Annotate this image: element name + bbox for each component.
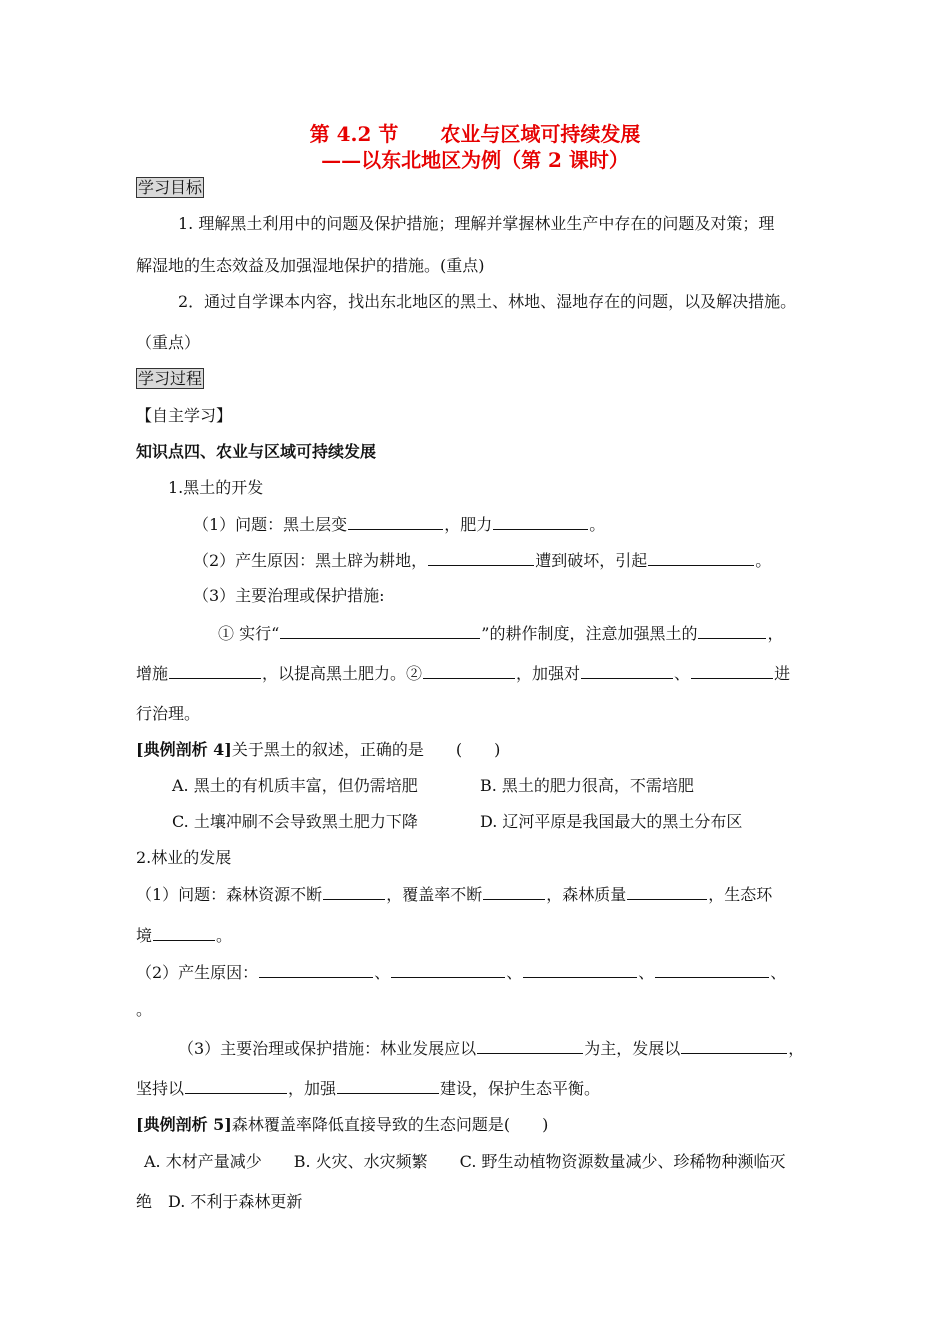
self-study-label: 【自主学习】 xyxy=(136,406,233,425)
answer-blank[interactable] xyxy=(153,925,215,941)
answer-blank[interactable] xyxy=(423,663,515,679)
goal-2-line-1: 2．通过自学课本内容，找出东北地区的黑土、林地、湿地存在的问题，以及解决措施。 xyxy=(178,292,797,311)
answer-blank[interactable] xyxy=(493,514,588,530)
answer-blank[interactable] xyxy=(681,1038,787,1054)
forestry-cause: （2）产生原因： 、 、 、 、 xyxy=(136,963,787,982)
blacksoil-measure-1: ① 实行“ ”的耕作制度，注意加强黑土的 ， xyxy=(218,624,784,643)
answer-blank[interactable] xyxy=(523,962,637,978)
example-5-question: [典例剖析 5]森林覆盖率降低直接导致的生态问题是( ) xyxy=(136,1115,549,1134)
answer-blank[interactable] xyxy=(348,514,443,530)
answer-blank[interactable] xyxy=(648,550,754,566)
blacksoil-measure-2: 增施 ，以提高黑土肥力。② ，加强对 、 进 xyxy=(136,664,791,683)
answer-blank[interactable] xyxy=(691,663,773,679)
answer-blank[interactable] xyxy=(391,962,505,978)
page-title xyxy=(0,122,950,146)
section-number: 第 4.2 节 xyxy=(309,122,399,146)
answer-blank[interactable] xyxy=(280,623,480,639)
blacksoil-measures-heading: （3）主要治理或保护措施: xyxy=(193,586,385,605)
blacksoil-heading: 1.黑土的开发 xyxy=(168,478,264,497)
goal-1-line-1: 1. 理解黑土利用中的问题及保护措施；理解并掌握林业生产中存在的问题及对策；理 xyxy=(178,214,775,233)
forestry-cause-end: 。 xyxy=(136,1000,153,1019)
example-4-option-a: A. 黑土的有机质丰富，但仍需培肥 xyxy=(172,776,418,795)
answer-blank[interactable] xyxy=(259,962,373,978)
example-4-option-c: C. 土壤冲刷不会导致黑土肥力下降 xyxy=(172,812,418,831)
answer-blank[interactable] xyxy=(483,884,545,900)
answer-blank[interactable] xyxy=(323,884,385,900)
goal-1-line-2: 解湿地的生态效益及加强湿地保护的措施。(重点) xyxy=(136,256,485,275)
answer-blank[interactable] xyxy=(627,884,707,900)
blacksoil-cause: （2）产生原因：黑土辟为耕地， 遭到破坏，引起 。 xyxy=(193,551,772,570)
answer-blank[interactable] xyxy=(185,1078,287,1094)
forestry-measures-cont: 坚持以 ，加强 建设，保护生态平衡。 xyxy=(136,1079,601,1098)
blacksoil-measure-3: 行治理。 xyxy=(136,704,201,723)
answer-blank[interactable] xyxy=(428,550,534,566)
forestry-problem: （1）问题：森林资源不断 ，覆盖率不断 ，森林质量 ，生态环 xyxy=(136,885,773,904)
example-4-option-b: B. 黑土的肥力很高，不需培肥 xyxy=(480,776,694,795)
forestry-measures: （3）主要治理或保护措施：林业发展应以 为主，发展以 ， xyxy=(178,1039,805,1058)
answer-blank[interactable] xyxy=(169,663,261,679)
page-subtitle: ——以东北地区为例（第 2 课时） xyxy=(321,148,629,172)
example-5-options-line-2: 绝 D. 不利于森林更新 xyxy=(136,1192,303,1211)
example-5-options-line-1: A. 木材产量减少 B. 火灾、水灾频繁 C. 野生动植物资源数量减少、珍稀物种濒临灭 xyxy=(144,1152,786,1171)
section-title: 农业与区域可持续发展 xyxy=(440,122,641,146)
process-heading: 学习过程 xyxy=(138,369,203,388)
example-4-question: [典例剖析 4]关于黑土的叙述，正确的是 ( ) xyxy=(136,740,501,759)
goals-heading: 学习目标 xyxy=(138,178,203,197)
answer-blank[interactable] xyxy=(581,663,673,679)
blacksoil-problem: （1）问题：黑土层变 ，肥力 。 xyxy=(193,515,606,534)
example-4-option-d: D. 辽河平原是我国最大的黑土分布区 xyxy=(480,812,743,831)
forestry-heading: 2.林业的发展 xyxy=(136,848,232,867)
answer-blank[interactable] xyxy=(698,623,766,639)
answer-blank[interactable] xyxy=(655,962,769,978)
forestry-problem-cont: 境 。 xyxy=(136,926,233,945)
answer-blank[interactable] xyxy=(337,1078,439,1094)
knowledge-point-title: 知识点四、农业与区域可持续发展 xyxy=(136,442,377,461)
goal-2-line-2: （重点） xyxy=(136,333,201,352)
answer-blank[interactable] xyxy=(477,1038,583,1054)
